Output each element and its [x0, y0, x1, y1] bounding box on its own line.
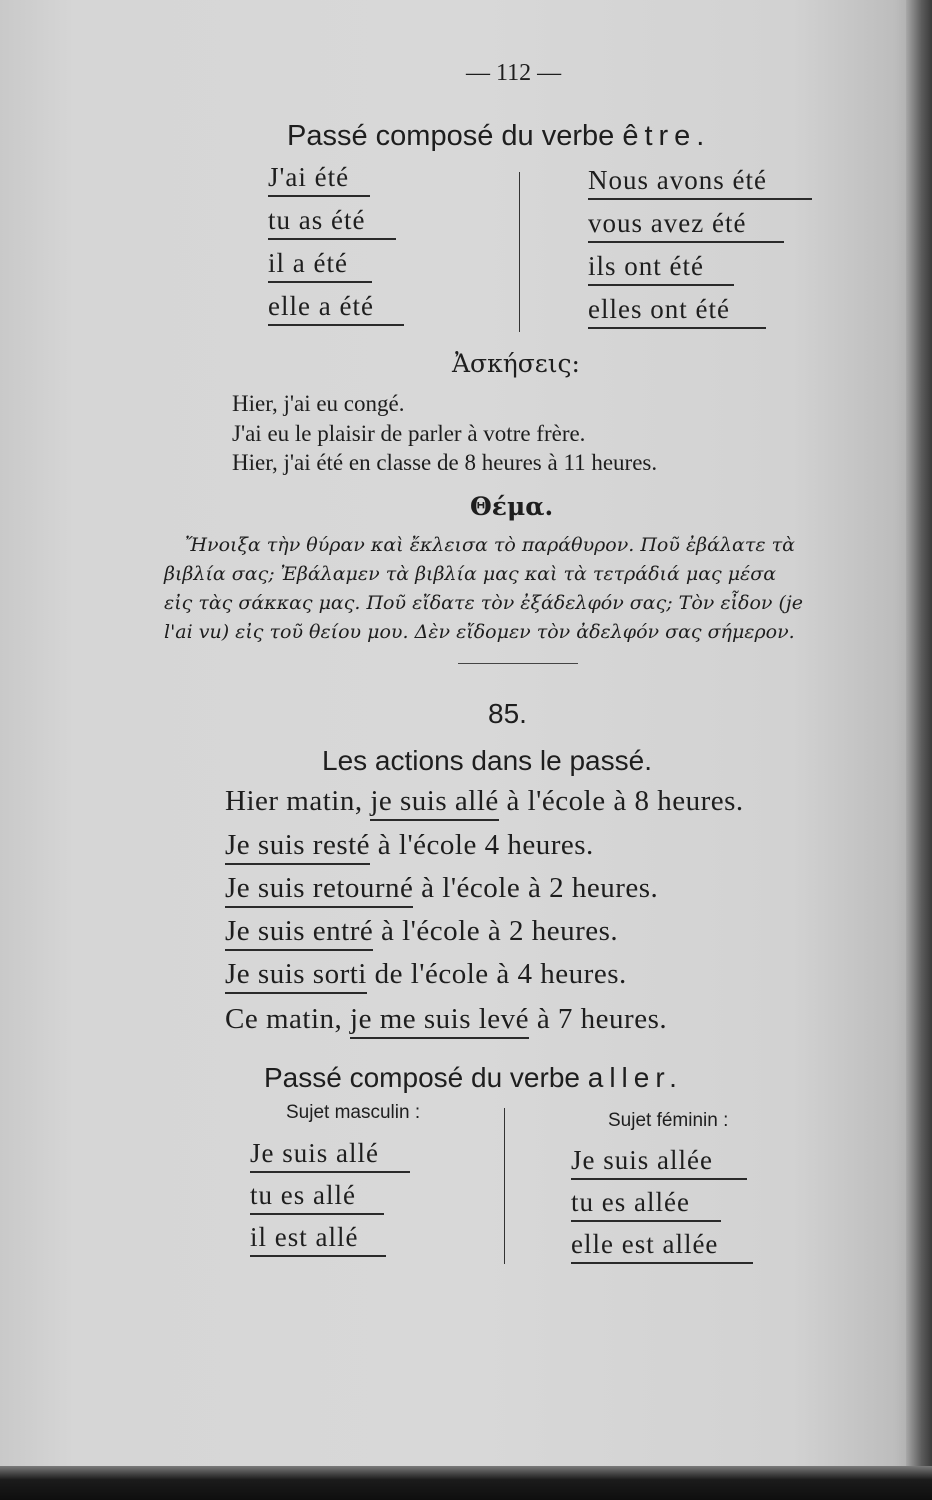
lesson-line-1 [225, 785, 744, 818]
feminine-label: Sujet féminin : [608, 1110, 729, 1131]
theme-heading: Θέμα. [470, 492, 554, 521]
conj-left-4: elle a été [268, 291, 404, 326]
theme-line-3: εἰς τὰς σάκκας μας. Ποῦ εἴδατε τὸν ἐξάδελφόν σας; Τὸν εἶδον (je [164, 592, 804, 614]
section1-title [287, 120, 710, 153]
lesson-number: 85. [488, 698, 527, 729]
aller-left-2: tu es allé [250, 1180, 384, 1215]
lesson-line-2-post: à l'école 4 heures. [370, 829, 594, 861]
aller-right-1: Je suis allée [571, 1145, 747, 1180]
theme-line-2: βιβλία σας; Ἐβάλαμεν τὰ βιβλία μας καὶ τὰ τετράδιά μας μέσα [164, 563, 777, 585]
lesson-line-3 [225, 872, 658, 905]
exercise-line-1: Hier, j'ai eu congé. [232, 391, 405, 416]
page-edge-shadow [906, 0, 932, 1500]
lesson-line-1-post: à l'école à 8 heures. [498, 785, 744, 817]
conj-left-3: il a été [268, 248, 372, 283]
column-divider-2 [504, 1108, 505, 1264]
lesson-line-6-verb: je me suis levé [350, 1003, 529, 1039]
lesson-line-5-verb: Je suis sorti [225, 958, 367, 994]
conj-right-4: elles ont été [588, 294, 766, 329]
lesson-line-1-verb: je suis allé [370, 785, 498, 821]
section1-title-verb: être. [622, 120, 711, 152]
lesson-line-6 [225, 1003, 667, 1036]
theme-line-4: l'ai vu) εἰς τοῦ θείου μου. Δὲν εἴδομεν τὸν ἀδελφόν σας σήμερον. [164, 621, 795, 643]
conj-right-1: Nous avons été [588, 165, 812, 200]
section2-title-verb: aller. [587, 1062, 683, 1093]
aller-left-1: Je suis allé [250, 1138, 410, 1173]
theme-line-1: Ἤνοιξα τὴν θύραν καὶ ἔκλεισα τὸ παράθυρον. Ποῦ ἐβάλατε τὰ [185, 534, 795, 556]
exercise-line-3: Hier, j'ai été en classe de 8 heures à 11 heures. [232, 450, 658, 475]
lesson-line-4-post: à l'école à 2 heures. [373, 915, 619, 947]
lesson-line-4 [225, 915, 618, 948]
lesson-line-6-post: à 7 heures. [529, 1003, 668, 1035]
page-number: — 112 — [466, 60, 562, 86]
section2-title-prefix: Passé composé du verbe [264, 1062, 580, 1093]
aller-left-3: il est allé [250, 1222, 386, 1257]
section1-title-prefix: Passé composé du verbe [287, 120, 615, 152]
lesson-line-6-pre: Ce matin, [225, 1003, 351, 1035]
exercise-line-2: J'ai eu le plaisir de parler à votre frère. [232, 421, 586, 446]
aller-right-3: elle est allée [571, 1229, 753, 1264]
lesson-line-5 [225, 958, 627, 991]
aller-right-2: tu es allée [571, 1187, 721, 1222]
lesson-line-5-post: de l'école à 4 heures. [366, 958, 627, 990]
exercises-heading: Ἀσκήσεις: [452, 349, 580, 378]
lesson-line-2-verb: Je suis resté [225, 829, 370, 865]
lesson-line-4-verb: Je suis entré [225, 915, 373, 951]
lesson-line-3-post: à l'école à 2 heures. [413, 872, 659, 904]
conj-right-2: vous avez été [588, 208, 784, 243]
conj-right-3: ils ont été [588, 251, 734, 286]
conj-left-2: tu as été [268, 205, 396, 240]
page-bottom-shadow [0, 1466, 932, 1500]
lesson-line-2 [225, 829, 594, 862]
lesson-line-1-pre: Hier matin, [225, 785, 371, 817]
section-divider [458, 663, 578, 664]
conj-left-1: J'ai été [268, 162, 370, 197]
column-divider [519, 172, 520, 332]
lesson-title: Les actions dans le passé. [322, 745, 652, 776]
section2-title [264, 1062, 683, 1094]
lesson-line-3-verb: Je suis retourné [225, 872, 413, 908]
masculine-label: Sujet masculin : [286, 1102, 421, 1123]
